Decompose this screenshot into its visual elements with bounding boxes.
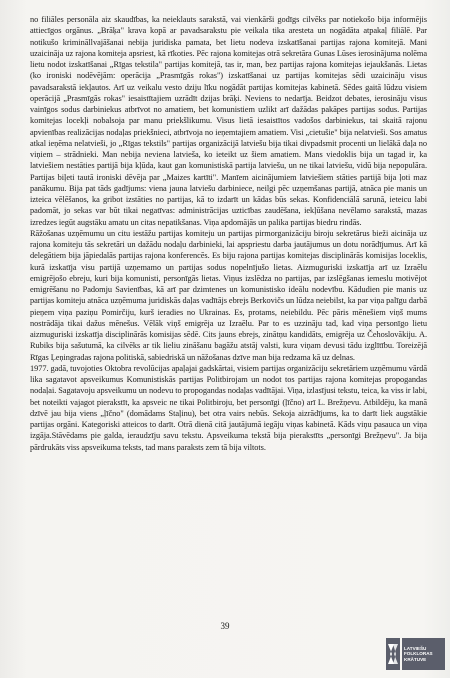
logo-line-1: LATVIEŠU — [404, 645, 427, 651]
archive-logo — [386, 634, 446, 674]
logo-text — [402, 638, 445, 670]
logo-line-2: FOLKLORAS — [404, 651, 433, 657]
body-text: no filiāles personāla aiz skaudības, ka neieklauts sarakstā, vai vienkārši godīgs cilvēks par notiekošo bija informējis attiecīgos orgānus. „Brāķa" krava kopā ar pavadsarakstu pie veikala tika aresteta un nogādāta atpakaļ filiālē. Par notikušo krimināllvajāšanai nebija juridiska pamata, bet lietu nodeva izskatīšanai partijas rajona komitejā. Mani uzaicināja uz rajona komiteja apsriest, kā rīkoties. Pēc rajona komitejas otrā sekretāra Gunas Lūses ierosinājuma nolēma lietu nodot izskatīšanai „Rīgas tekstila" partijas komitejā, tas ir, man, bez partijas rajona komitejas iejaukšanās. Lietas (ko ironiski nodēvējām: operācija „Prasmīgās rokas") izskatīšanai uz partijas komitejas sēdi uzaicināju visus pavadsarakstā iekļautos. Arī uz veikalu vesto dziju līku nogādāt partijas komitejas kabinetā. Sēdes gaitā lūdzu visiem operācijā „Prasmīgās rokas" iesaistītajiem uzrādīt dzijas brāķi. Neviens to nedarīja. Beidzot debates, ierosināju visus vainīgos sodus darbiniekus atbrīvot no amatiem, bet komunistiem uzlikt arī dažādas pakāpes partijas sodus. Partijas komitejas locekļi nobalsoja par manu priekšlikumu. Visus lietā iesaistītos vadošos darbiniekus, tai skaitā rajonu apvienības realizācijas nodaļas priekšnieci, atbrīvoja no ieņemtajiem amatiem. Visi „cietušie" bija nelatvieši. Sos amatus atkal ieņēma nelatvieši, jo „Rīgas tekstils" partijas organizācijā latviešu bija tikai divpadsmit procenti un lielākā daļa no viņiem – strādnieki. Man nebija neviena latvieša, ko ieteikt uz šiem amatiem. Mans viedoklis bija un tagad ir, ka latviešiem nestāties partijā bija kļūda, kaut gan komunistiskā partija latviešu, un ne tikai latviešu, vidū bija nepopulāra. Partijas biļeti tautā ironiski dēvēja par „Maizes kartīti". Manīem aicinājumiem latviešiem stāties partijā bija ļoti maz panākumu. Bija pat tāds gadījums: viena jauna latviešu darbiniece, neilgi pēc uzņemšanas partijā, atnāca pie manis un izteica vēlēšanos, ka gribot izstāties no partijas, kā to izdarīt un kādas būs sekas. Konfidenciālā sarunā, ieteicu labi padomāt, jo sekas var būt tikai negatīvas: administrācijas uzticības zaudēšana, iekļūšana nevēlamo sarakstā, mazas izredzes iegūt augstāku amatu un citas nepatikšanas. Viņa apdomājās un palika partijas biedru rindās. Rāžošanas uzņēmumu un citu iestāžu partijas komiteju un partijas pirmorganizāciju biroju sekretārus bieži aicināja uz rajona komiteju tās sekretāri un dažādu nodaļu darbinieki, lai apspriestu darba jautājumus un dotu norādījumus. Arī kā delegātiem bija jāpiedalās partijas rajona konferencēs. Es biju rajona partijas komitejas disciplinārās komisijas loceklis, kurā izskatīja visu partijā uzņemamo un partijas sodus nopelnījušo lietas. Aizmuguriski izskatīja arī uz Izraēlu emigrējošo ebreju, kuri bija komunisti, personīgās lietas. Viņus izslēdza no partijas, par izslēgšanas iemeslu motivējot emigrēšanu no Padomju Savienības, kā arī par dzimtenes un komunistisko ideālu nodevību. Kādudien pie manis uz partijas komiteju atnāca uzņēmuma juridiskās daļas vadītājs ebrejs Berkovičs un lūdza neiebilst, ka par viņa palīgu darbā pieņem viņa paziņu Pomirčiju, kurš ieradies no Ukrainas. Es, protams, neiebildu. Pēc pāris mēnešiem viņš mums nostrādāja tikai dažus mēnešus. Vēlāk viņš emigrēja uz Izraēlu. Par to es uzzināju tad, kad viņa personīgo lietu aizmuguriski izskatīja disciplinārās komisijas sēdē. Cits jauns ebrejs, zinātņu kandidāts, emigrēja uz Čehoslovākiju. A. Rubiks bija sašutumā, ka cilvēks ar tik lieliu zināšanu bagāžu atstāj valsti, kura viņam devusi tādu izglītību. Toreizējā Rīgas Ļeņingradas rajona politiskā, sabiedriskā un nāžošanas dzīve man bija redzama kā uz delnas. 1977. gadā, tuvojoties Oktobra revolūcijas apaļajai gadskārtai, visiem partijas organizāciju sekretāriem uzņēmumu vārdā lika sagatavot apsveikumus Komunistiskās partijas Politbirojam un nodot tos partijas rajona komitejas propogandas nodaļai. Sagatavoju apsveikumu un nodevu to propogandas nodaļas vadītājai. Viņa, izlasījusi tekstu, teica, ka viss ir labi, bet noteikti vajagot pierakstīt, ka apsveic ne tikai Politbiroju, bet personīgi (ļīčno) arī L. Brežņevu. Atbildēju, ka manā dzīvē jau bija viens „ļīčno" (domādams Staļinu), bet otra vairs nebūs. Sekoja aizrādījums, ka to darīt liek augstākie partijas orgāni. Kategoriski atteicos to darīt. Otrā dienā citā jautājumā iegāju viņas kabinetā. Kāds viņu pasauca un viņa izgāja.Stāvēdams pie galda, ieraudzīju savu tekstu. Apsveikuma tekstā bija pierakstīts „personīgi Brežņevu". Ja bija pārdrukāts viss apsveikuma teksts, tad mans paraksts zem tā bija viltots. — [30, 15, 427, 452]
logo-line-3: KRĀTUVE — [404, 656, 427, 662]
library-mark-icon — [386, 638, 400, 670]
page-number: 39 — [220, 621, 230, 631]
